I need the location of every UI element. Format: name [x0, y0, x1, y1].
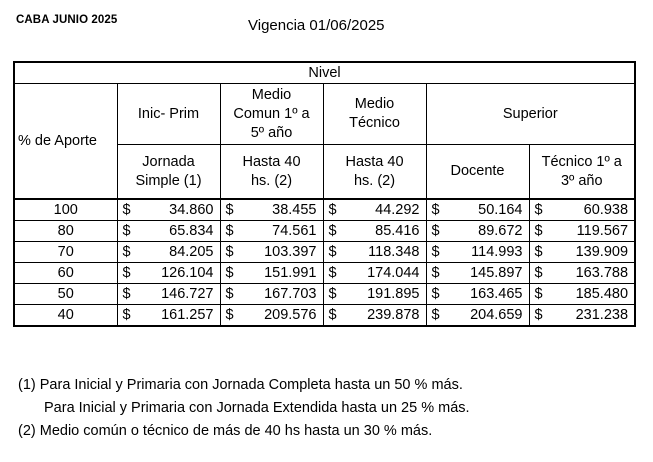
amount-cell [426, 199, 529, 221]
amount-wrap [427, 306, 529, 324]
amount-value: 60.938 [583, 202, 629, 218]
amount-value: 163.465 [470, 286, 523, 302]
amount-cell [323, 242, 426, 263]
amount-cell [220, 284, 323, 305]
subheader-medio-tecnico-text: Hasta 40 hs. (2) [345, 153, 404, 189]
amount-wrap [324, 306, 426, 324]
table-row [14, 242, 635, 263]
currency-symbol: $ [431, 307, 440, 323]
amount-wrap [427, 222, 529, 240]
amount-cell [220, 221, 323, 242]
amount-cell [529, 199, 635, 221]
subheader-superior-tecnico-text: Técnico 1º a 3º año [541, 153, 622, 189]
currency-symbol: $ [431, 223, 440, 239]
currency-symbol: $ [534, 307, 543, 323]
amount-value: 146.727 [161, 286, 214, 302]
amount-wrap [427, 243, 529, 261]
amount-cell [117, 221, 220, 242]
amount-value: 167.703 [264, 286, 317, 302]
currency-symbol: $ [328, 244, 337, 260]
group-header-inic-prim: Inic- Prim [117, 84, 220, 145]
amount-value: 34.860 [169, 202, 214, 218]
amount-cell [117, 199, 220, 221]
currency-symbol: $ [328, 265, 337, 281]
amount-value: 151.991 [264, 265, 317, 281]
amount-cell [220, 263, 323, 284]
footnote-1: (1) Para Inicial y Primaria con Jornada Completa hasta un 50 % más. [18, 377, 463, 393]
amount-value: 204.659 [470, 307, 523, 323]
group-header-medio-tecnico-text: Medio Técnico [349, 96, 400, 131]
amount-cell [426, 263, 529, 284]
amount-wrap [221, 201, 323, 219]
currency-symbol: $ [431, 202, 440, 218]
amount-wrap [118, 285, 220, 303]
subheader-superior-tecnico [529, 145, 635, 200]
amount-value: 161.257 [161, 307, 214, 323]
table-row [14, 263, 635, 284]
footnotes [18, 374, 470, 443]
currency-symbol: $ [122, 244, 131, 260]
amount-wrap [118, 264, 220, 282]
subheader-superior-docente: Docente [426, 145, 529, 200]
currency-symbol: $ [122, 307, 131, 323]
amount-wrap [118, 243, 220, 261]
amount-cell [117, 305, 220, 327]
amount-value: 139.909 [575, 244, 629, 260]
amount-wrap [427, 264, 529, 282]
amount-wrap [221, 243, 323, 261]
currency-symbol: $ [328, 223, 337, 239]
amount-cell [220, 199, 323, 221]
aportes-table [13, 61, 636, 327]
amount-value: 191.895 [367, 286, 420, 302]
currency-symbol: $ [225, 202, 234, 218]
amount-cell [529, 221, 635, 242]
group-header-medio-comun-text: Medio Comun 1º a 5º año [233, 86, 310, 141]
group-header-medio-comun [220, 84, 323, 145]
subheader-medio-comun-text: Hasta 40 hs. (2) [242, 153, 301, 189]
amount-value: 126.104 [161, 265, 214, 281]
table-body [14, 199, 635, 326]
amount-cell [323, 305, 426, 327]
currency-symbol: $ [122, 223, 131, 239]
group-header-superior: Superior [426, 84, 635, 145]
amount-cell [426, 284, 529, 305]
currency-symbol: $ [328, 307, 337, 323]
amount-wrap [221, 264, 323, 282]
amount-wrap [324, 264, 426, 282]
amount-value: 85.416 [375, 223, 420, 239]
currency-symbol: $ [431, 265, 440, 281]
amount-wrap [221, 285, 323, 303]
amount-value: 38.455 [272, 202, 317, 218]
aporte-pct-cell: 80 [14, 221, 117, 242]
aporte-header: % de Aporte [14, 84, 117, 200]
amount-wrap [221, 222, 323, 240]
amount-value: 89.672 [478, 223, 523, 239]
amount-cell [323, 284, 426, 305]
currency-symbol: $ [122, 265, 131, 281]
currency-symbol: $ [431, 286, 440, 302]
aporte-pct-cell: 70 [14, 242, 117, 263]
currency-symbol: $ [328, 286, 337, 302]
amount-value: 103.397 [264, 244, 317, 260]
amount-wrap [530, 264, 635, 282]
amount-cell [117, 284, 220, 305]
amount-value: 114.993 [471, 244, 523, 260]
currency-symbol: $ [534, 223, 543, 239]
amount-wrap [530, 201, 635, 219]
table-row [14, 199, 635, 221]
amount-value: 145.897 [470, 265, 523, 281]
amount-cell [426, 221, 529, 242]
amount-cell [529, 242, 635, 263]
amount-value: 174.044 [367, 265, 420, 281]
amount-value: 84.205 [169, 244, 214, 260]
currency-symbol: $ [328, 202, 337, 218]
amount-cell [323, 263, 426, 284]
amount-value: 209.576 [264, 307, 317, 323]
amount-cell [220, 242, 323, 263]
aporte-pct-cell: 60 [14, 263, 117, 284]
subheader-medio-tecnico-hasta-40 [323, 145, 426, 200]
amount-wrap [324, 201, 426, 219]
amount-value: 118.348 [368, 244, 420, 260]
currency-symbol: $ [534, 286, 543, 302]
currency-symbol: $ [225, 307, 234, 323]
subheader-jornada-simple-text: Jornada Simple (1) [135, 153, 202, 189]
amount-wrap [118, 201, 220, 219]
currency-symbol: $ [534, 202, 543, 218]
currency-symbol: $ [225, 223, 234, 239]
amount-cell [323, 221, 426, 242]
group-header-medio-tecnico [323, 84, 426, 145]
amount-cell [117, 263, 220, 284]
aporte-pct-cell: 40 [14, 305, 117, 327]
amount-cell [426, 305, 529, 327]
amount-wrap [118, 222, 220, 240]
amount-value: 65.834 [169, 223, 214, 239]
amount-value: 231.238 [575, 307, 629, 323]
amount-wrap [530, 243, 635, 261]
table-row [14, 221, 635, 242]
aporte-pct-cell: 50 [14, 284, 117, 305]
footnote-1b: Para Inicial y Primaria con Jornada Extendida hasta un 25 % más. [44, 400, 470, 416]
amount-cell [529, 263, 635, 284]
currency-symbol: $ [122, 202, 131, 218]
table-row [14, 305, 635, 327]
aporte-pct-cell: 100 [14, 199, 117, 221]
amount-wrap [530, 306, 635, 324]
vigencia-date: Vigencia 01/06/2025 [248, 17, 385, 34]
amount-value: 119.567 [576, 223, 629, 239]
amount-wrap [427, 285, 529, 303]
amount-value: 50.164 [478, 202, 523, 218]
currency-symbol: $ [225, 244, 234, 260]
amount-cell [117, 242, 220, 263]
header-left-label: CABA JUNIO 2025 [16, 14, 118, 26]
amount-value: 239.878 [367, 307, 420, 323]
amount-wrap [324, 243, 426, 261]
amount-wrap [530, 285, 635, 303]
currency-symbol: $ [534, 244, 543, 260]
amount-value: 44.292 [375, 202, 420, 218]
currency-symbol: $ [122, 286, 131, 302]
amount-value: 185.480 [575, 286, 629, 302]
amount-wrap [118, 306, 220, 324]
nivel-header: Nivel [14, 62, 635, 84]
amount-cell [529, 284, 635, 305]
amount-cell [529, 305, 635, 327]
subheader-medio-comun-hasta-40 [220, 145, 323, 200]
amount-wrap [427, 201, 529, 219]
amount-cell [426, 242, 529, 263]
amount-value: 74.561 [272, 223, 317, 239]
amount-cell [323, 199, 426, 221]
amount-wrap [324, 222, 426, 240]
currency-symbol: $ [534, 265, 543, 281]
currency-symbol: $ [225, 286, 234, 302]
amount-wrap [221, 306, 323, 324]
amount-value: 163.788 [575, 265, 629, 281]
currency-symbol: $ [225, 265, 234, 281]
currency-symbol: $ [431, 244, 440, 260]
amount-wrap [530, 222, 635, 240]
amount-cell [220, 305, 323, 327]
subheader-jornada-simple [117, 145, 220, 200]
footnote-2: (2) Medio común o técnico de más de 40 hs hasta un 30 % más. [18, 423, 433, 439]
amount-wrap [324, 285, 426, 303]
table-row [14, 284, 635, 305]
